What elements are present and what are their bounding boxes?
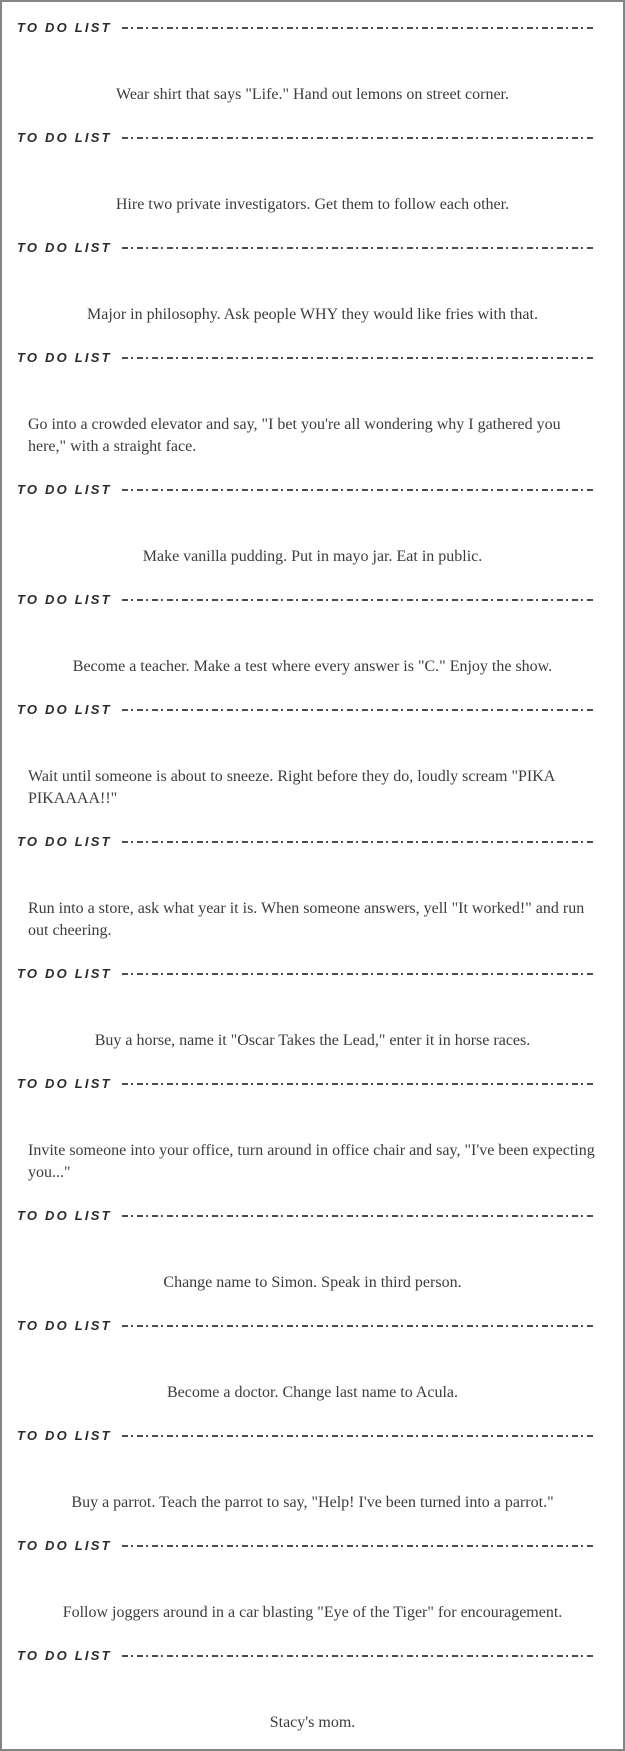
todo-list-label: TO DO LIST [17,1317,112,1333]
todo-item-text: Stacy's mom. [269,1714,356,1731]
todo-list-header [17,832,593,850]
todo-section [2,964,623,1074]
todo-item-text: Follow joggers around in a car blasting "Eye of the Tiger" for encouragement. [62,1604,563,1621]
todo-list-header [17,700,593,718]
dashed-divider-line [122,1654,593,1657]
todo-item-text: Wait until someone is about to sneeze. Right before they do, loudly scream "PIKA PIKAAAA!!" [28,768,555,807]
dashed-divider-line [122,136,593,139]
todo-item-text: Become a doctor. Change last name to Acula. [166,1384,459,1401]
todo-section [2,832,623,964]
todo-list-header [17,1074,593,1092]
dashed-divider-line [122,356,593,359]
todo-item-text: Run into a store, ask what year it is. When someone answers, yell "It worked!" and run out cheering. [28,900,585,939]
todo-section [2,480,623,590]
todo-list-label: TO DO LIST [17,19,112,35]
todo-list-label: TO DO LIST [17,1427,112,1443]
todo-list-header [17,1646,593,1664]
todo-section [2,1206,623,1316]
todo-section [2,1536,623,1646]
todo-list-header [17,964,593,982]
dashed-divider-line [122,246,593,249]
todo-item-text: Buy a horse, name it "Oscar Takes the Lead," enter it in horse races. [94,1032,531,1049]
todo-list-header [17,1536,593,1554]
todo-list-label: TO DO LIST [17,1647,112,1663]
dashed-divider-line [122,598,593,601]
dashed-divider-line [122,1324,593,1327]
dashed-divider-line [122,1214,593,1217]
todo-section [2,700,623,832]
todo-list-header [17,128,593,146]
todo-item-text: Wear shirt that says "Life." Hand out lemons on street corner. [116,86,509,103]
todo-section [2,1426,623,1536]
todo-list-label: TO DO LIST [17,349,112,365]
dashed-divider-line [122,1082,593,1085]
todo-list-label: TO DO LIST [17,481,112,497]
todo-item-text: Hire two private investigators. Get them to follow each other. [115,196,510,213]
todo-list-header [17,1426,593,1444]
todo-section [2,238,623,348]
dashed-divider-line [122,972,593,975]
todo-section [2,1074,623,1206]
todo-list-header [17,348,593,366]
todo-section [2,1646,623,1751]
dashed-divider-line [122,1544,593,1547]
todo-section [2,1316,623,1426]
dashed-divider-line [122,26,593,29]
todo-item-text: Buy a parrot. Teach the parrot to say, "Help! I've been turned into a parrot." [71,1494,554,1511]
todo-item-text: Go into a crowded elevator and say, "I bet you're all wondering why I gathered you here," with a straight face. [28,416,561,455]
todo-list-header [17,590,593,608]
todo-item-text: Change name to Simon. Speak in third person. [163,1274,462,1291]
todo-list-label: TO DO LIST [17,1537,112,1553]
dashed-divider-line [122,840,593,843]
todo-section [2,590,623,700]
todo-item-text: Major in philosophy. Ask people WHY they would like fries with that. [87,306,538,323]
todo-list-label: TO DO LIST [17,833,112,849]
todo-section [2,128,623,238]
todo-list-header [17,238,593,256]
todo-item-text: Invite someone into your office, turn around in office chair and say, "I've been expecting you..." [28,1142,595,1181]
todo-section [2,18,623,128]
todo-list-header [17,18,593,36]
todo-list-label: TO DO LIST [17,239,112,255]
todo-sections [2,18,623,1751]
dashed-divider-line [122,708,593,711]
todo-list-header [17,480,593,498]
todo-list-label: TO DO LIST [17,1207,112,1223]
todo-list-label: TO DO LIST [17,591,112,607]
todo-list-label: TO DO LIST [17,965,112,981]
todo-list-label: TO DO LIST [17,1075,112,1091]
todo-section [2,348,623,480]
dashed-divider-line [122,1434,593,1437]
todo-list-label: TO DO LIST [17,129,112,145]
todo-item-text: Become a teacher. Make a test where every answer is "C." Enjoy the show. [72,658,553,675]
todo-item-text: Make vanilla pudding. Put in mayo jar. Eat in public. [142,548,483,565]
todo-list-header [17,1316,593,1334]
todo-list-header [17,1206,593,1224]
todo-list-label: TO DO LIST [17,701,112,717]
dashed-divider-line [122,488,593,491]
